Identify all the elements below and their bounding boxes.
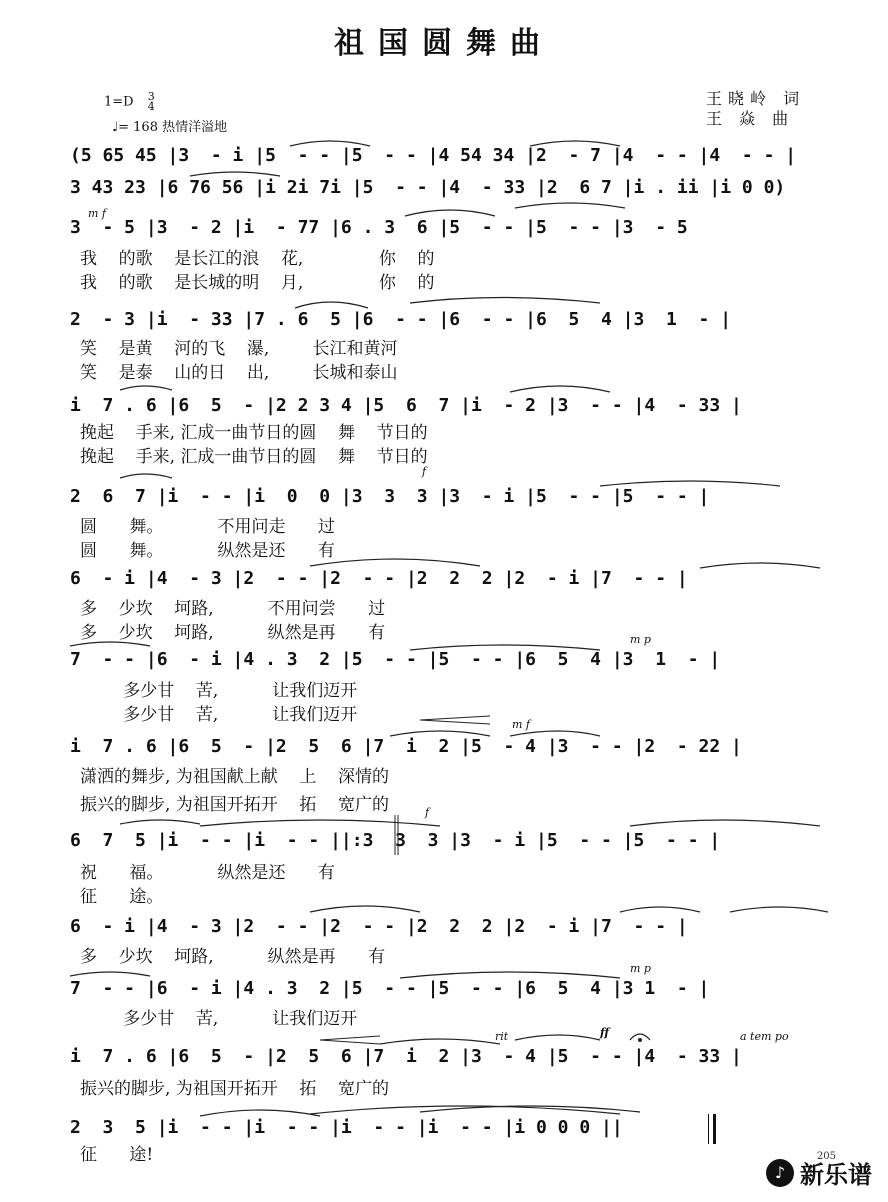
composer-credit: 王 焱 曲 — [706, 109, 795, 128]
dynamic-f-2: f — [425, 806, 430, 819]
notation-line-13: i 7 . 6 |6 5 - |2 5 6 |7 i 2 |3 - 4 |5 - - |4 - 33 | — [70, 1046, 742, 1067]
slur — [200, 820, 440, 826]
lyric-line-3a: 我 的歌 是长江的浪 花, 你 的 — [80, 249, 435, 269]
dynamic-mf: m f — [88, 207, 106, 220]
crescendo — [420, 716, 490, 720]
dynamic-mp: m p — [630, 633, 651, 646]
lyric-line-13: 振兴的脚步, 为祖国开拓开 拓 宽广的 — [80, 1079, 390, 1099]
music-note-icon: ♪ — [766, 1159, 794, 1187]
slur — [600, 481, 780, 486]
crescendo — [320, 1036, 380, 1040]
tempo-marking: ♩= 168 热情洋溢地 — [112, 120, 228, 135]
slur — [390, 731, 490, 736]
slur — [120, 386, 172, 390]
lyric-line-7b: 多 少坎 坷路, 纵然是再 有 — [80, 623, 386, 643]
slur — [200, 1110, 320, 1116]
notation-line-10: 6 7 5 |i - - |i - - ||:3 3 3 |3 - i |5 - - |5 - - | — [70, 830, 721, 851]
notation-line-2: 3 43 23 |6 76 56 |i 2i 7i |5 - - |4 - 33 |2 6 7 |i . ii |i 0 0) — [70, 177, 786, 198]
slur — [120, 820, 200, 824]
slur — [515, 203, 625, 208]
slur — [310, 906, 420, 912]
notation-line-12: 7 - - |6 - i |4 . 3 2 |5 - - |5 - - |6 5 4 |3 1 - | — [70, 978, 710, 999]
lyric-line-7a: 多 少坎 坷路, 不用问尝 过 — [80, 599, 386, 619]
slur — [310, 559, 480, 566]
slur — [400, 972, 620, 978]
slur — [410, 298, 600, 304]
lyric-line-10a: 祝 福。 纵然是还 有 — [80, 863, 335, 883]
slur — [70, 642, 150, 646]
crescendo — [320, 1040, 380, 1044]
lyric-line-14: 征 途! — [80, 1145, 154, 1165]
slur — [620, 907, 700, 912]
notation-line-4: 2 - 3 |i - 33 |7 . 6 5 |6 - - |6 - - |6 5 4 |3 1 - | — [70, 309, 732, 330]
notation-line-7: 6 - i |4 - 3 |2 - - |2 - - |2 2 2 |2 - i |7 - - | — [70, 568, 688, 589]
lyric-line-5a: 挽起 手来, 汇成一曲节日的圆 舞 节日的 — [80, 423, 428, 443]
lyric-line-5b: 挽起 手来, 汇成一曲节日的圆 舞 节日的 — [80, 447, 428, 467]
lyric-line-12: 多少甘 苦, 让我们迈开 — [80, 1009, 358, 1029]
time-signature-top: 3 — [147, 90, 155, 103]
slur — [410, 645, 600, 650]
lyric-line-8a: 多少甘 苦, 让我们迈开 — [80, 681, 358, 701]
lyric-line-8b: 多少甘 苦, 让我们迈开 — [80, 705, 358, 725]
lyric-line-4a: 笑 是黄 河的飞 瀑, 长江和黄河 — [80, 339, 398, 359]
lyric-line-6a: 圆 舞。 不用问走 过 — [80, 517, 335, 537]
notation-line-3: 3 - 5 |3 - 2 |i - 77 |6 . 3 6 |5 - - |5 - - |3 - 5 — [70, 217, 688, 238]
slur — [295, 302, 368, 308]
notation-line-5: i 7 . 6 |6 5 - |2 2 3 4 |5 6 7 |i - 2 |3 - - |4 - 33 | — [70, 395, 742, 416]
slur — [730, 907, 828, 912]
slur — [700, 563, 820, 568]
song-title: 祖国圆舞曲 — [334, 26, 554, 61]
notation-line-8: 7 - - |6 - i |4 . 3 2 |5 - - |5 - - |6 5 4 |3 1 - | — [70, 649, 721, 670]
site-logo — [766, 1155, 872, 1190]
dynamic-ff: ff — [600, 1026, 610, 1039]
dynamic-a-tempo: a tem po — [740, 1030, 789, 1043]
slur — [510, 731, 600, 736]
slur — [190, 172, 280, 176]
time-signature-bottom: 4 — [147, 100, 155, 113]
slur — [510, 386, 610, 392]
key-label: 1=D — [104, 94, 134, 110]
slur — [405, 210, 495, 216]
page-number: 205 — [816, 1151, 836, 1162]
slur — [630, 820, 820, 826]
slur — [515, 1035, 600, 1040]
crescendo — [420, 720, 490, 724]
watermark-text: 新乐谱 — [800, 1161, 872, 1189]
lyricist-credit: 王晓岭 词 — [706, 89, 806, 108]
lyric-line-10b: 征 途。 — [80, 887, 164, 907]
notation-line-1: (5 65 45 |3 - i |5 - - |5 - - |4 54 34 |2 - 7 |4 - - |4 - - | — [70, 145, 797, 166]
notation-line-11: 6 - i |4 - 3 |2 - - |2 - - |2 2 2 |2 - i |7 - - | — [70, 916, 688, 937]
lyric-line-4b: 笑 是泰 山的日 出, 长城和泰山 — [80, 363, 398, 383]
dynamic-f: f — [422, 465, 427, 478]
dynamic-mp-2: m p — [630, 962, 651, 975]
slur — [70, 972, 150, 976]
dynamic-mf-2: m f — [512, 718, 530, 731]
lyric-line-3b: 我 的歌 是长城的明 月, 你 的 — [80, 273, 435, 293]
notation-line-6: 2 6 7 |i - - |i 0 0 |3 3 3 |3 - i |5 - - |5 - - | — [70, 486, 710, 507]
lyric-line-9a: 潇洒的舞步, 为祖国献上献 上 深情的 — [80, 767, 390, 787]
notation-line-14: 2 3 5 |i - - |i - - |i - - |i - - |i 0 0 0 || — [70, 1117, 623, 1138]
fermata-dot — [638, 1038, 642, 1042]
slur — [530, 141, 620, 146]
notation-line-9: i 7 . 6 |6 5 - |2 5 6 |7 i 2 |5 - 4 |3 - - |2 - 22 | — [70, 736, 742, 757]
slur — [120, 474, 172, 478]
slur — [380, 1039, 500, 1044]
lyric-line-11: 多 少坎 坷路, 纵然是再 有 — [80, 947, 386, 967]
lyric-line-9b: 振兴的脚步, 为祖国开拓开 拓 宽广的 — [80, 795, 390, 815]
lyric-line-6b: 圆 舞。 纵然是还 有 — [80, 541, 335, 561]
dynamic-rit: rit — [495, 1030, 509, 1043]
slur — [290, 141, 370, 146]
